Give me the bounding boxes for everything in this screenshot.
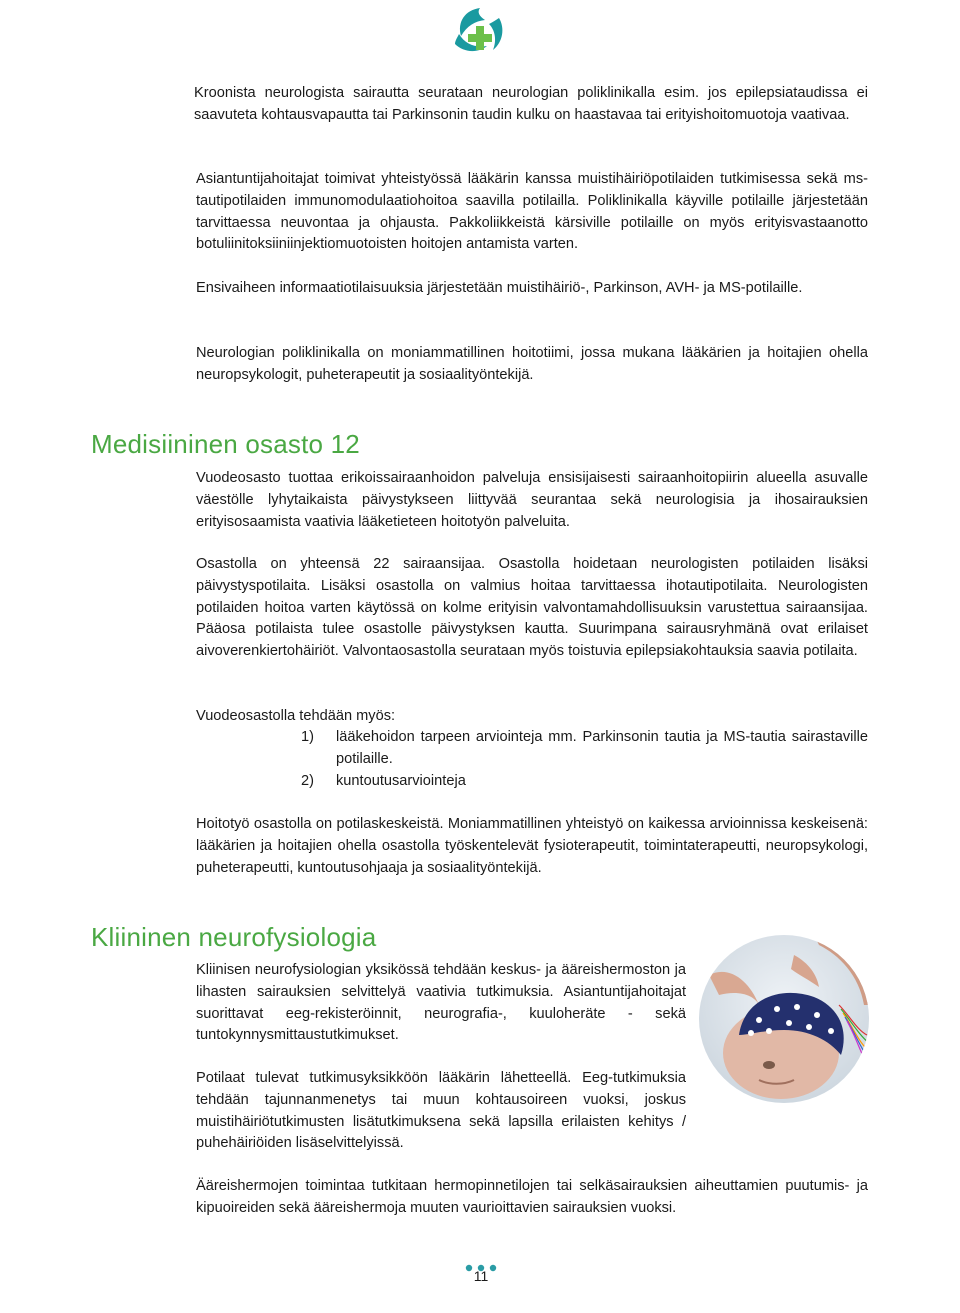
intro-paragraph-1: Kroonista neurologista sairautta seurataan neurologian poliklinikalla esim. jos epilepsiataudissa ei saavuteta kohtausvapautta tai Parkinsonin taudin kulku on haastavaa tai erityishoitomuotoja vaativaa.: [194, 85, 868, 123]
list-item-number: 1): [301, 729, 314, 745]
page-dots-decoration: [465, 1259, 497, 1267]
hospital-logo: [449, 4, 511, 64]
neuro-paragraph-3: Ääreishermojen toimintaa tutkitaan hermopinnetilojen tai selkäsairauksien aiheuttamien puutumis- ja kipuoireiden sekä ääreishermoja muuten vaurioittavien sairauksien vuoksi.: [196, 1178, 868, 1216]
services-list: [196, 727, 868, 792]
section-heading-neurophysiology: Kliininen neurofysiologia: [91, 922, 377, 952]
list-item: [196, 771, 868, 793]
list-item-number: 2): [301, 772, 314, 789]
medical-paragraph-3: Hoitotyö osastolla on potilaskeskeistä. Moniammatillinen yhteistyö on kaikessa arvioinnissa keskeisenä: lääkärien ja hoitajien ohella osastolla työskentelevät fysioterapeutit, toimintaterapeutti, neuropsykologi, puheterapeutti, kuntoutusohjaaja ja sosiaalityöntekijä.: [196, 816, 868, 876]
medical-paragraph-2: Osastolla on yhteensä 22 sairaansijaa. Osastolla hoidetaan neurologisten potilaiden lisäksi päivystyspotilaita. Lisäksi osastolla on valmius hoitaa tarvittaessa ihotautipotilaita. Neurologisten potilaiden hoitoa varten käytössä on kolme erityisin valvontamahdollisuuksin varustettua sairaansijaa. Pääosa potilaista tulee osastolle päivystyksen kautta. Suurimpana sairausryhmänä ovat erilaiset aivoverenkiertohäiriöt. Valvontaosastolla seurataan myös toistuvia epilepsiakohtauksia saavia potilaita.: [196, 556, 868, 660]
list-intro: Vuodeosastolla tehdään myös:: [196, 708, 396, 724]
eeg-patient-photo: [699, 935, 869, 1103]
neuro-paragraph-2: Potilaat tulevat tutkimusyksikköön lääkärin lähetteellä. Eeg-tutkimuksia tehdään tajunnanmenetys tai muun kohtausoireen vuoksi, joskus muistihäiriötutkimusten lisätutkimuksena sekä lapsilla erilaisten kehitys / puhehäiriöiden lisäselvittelyissä.: [196, 1070, 686, 1152]
intro-paragraph-3: Ensivaiheen informaatiotilaisuuksia järjestetään muistihäiriö-, Parkinson, AVH- ja MS-potilaille.: [196, 280, 803, 296]
list-item-text: lääkehoidon tarpeen arviointeja mm. Parkinsonin tautia ja MS-tautia sairastaville potilaille.: [336, 729, 868, 767]
list-item: [196, 727, 868, 771]
section-heading-medical-ward: Medisiininen osasto 12: [91, 429, 360, 459]
neuro-paragraph-1: Kliinisen neurofysiologian yksikössä tehdään keskus- ja ääreishermoston ja lihasten sairauksien selvittelyä vaativia tutkimuksia. Asiantuntijahoitajat suorittavat eeg-rekisteröinnit, neurografia-, kuuloheräte - sekä tuntokynnysmittaustutkimukset.: [196, 962, 686, 1044]
medical-paragraph-1: Vuodeosasto tuottaa erikoissairaanhoidon palveluja ensisijaisesti sairaanhoitopiirin alueella asuvalle väestölle lyhytaikaista päivystykseen liittyvää seurantaa sekä neurologisia ja ihosairauksien erityisosaamista vaativia lääketieteen hoitotyön palveluita.: [196, 470, 868, 530]
intro-paragraph-4: Neurologian poliklinikalla on moniammatillinen hoitotiimi, jossa mukana lääkärien ja hoitajien ohella neuropsykologit, puheterapeutit ja sosiaalityöntekijä.: [196, 345, 868, 383]
intro-paragraph-2: Asiantuntijahoitajat toimivat yhteistyössä lääkärin kanssa muistihäiriöpotilaiden tutkimisessa sekä ms-tautipotilaiden immunomodulaatiohoitoa saavilla potilailla. Poliklinikalla käyville potilaille järjestetään tarvittaessa neuvontaa ja ohjausta. Pakkoliikkeistä kärsiville potilaille on myös erityisvastaanotto botuliinitoksiiniinjektiomuotoisten hoitojen antamista varten.: [196, 171, 868, 253]
page-number: 11: [473, 1268, 489, 1284]
list-item-text: kuntoutusarviointeja: [336, 772, 466, 789]
